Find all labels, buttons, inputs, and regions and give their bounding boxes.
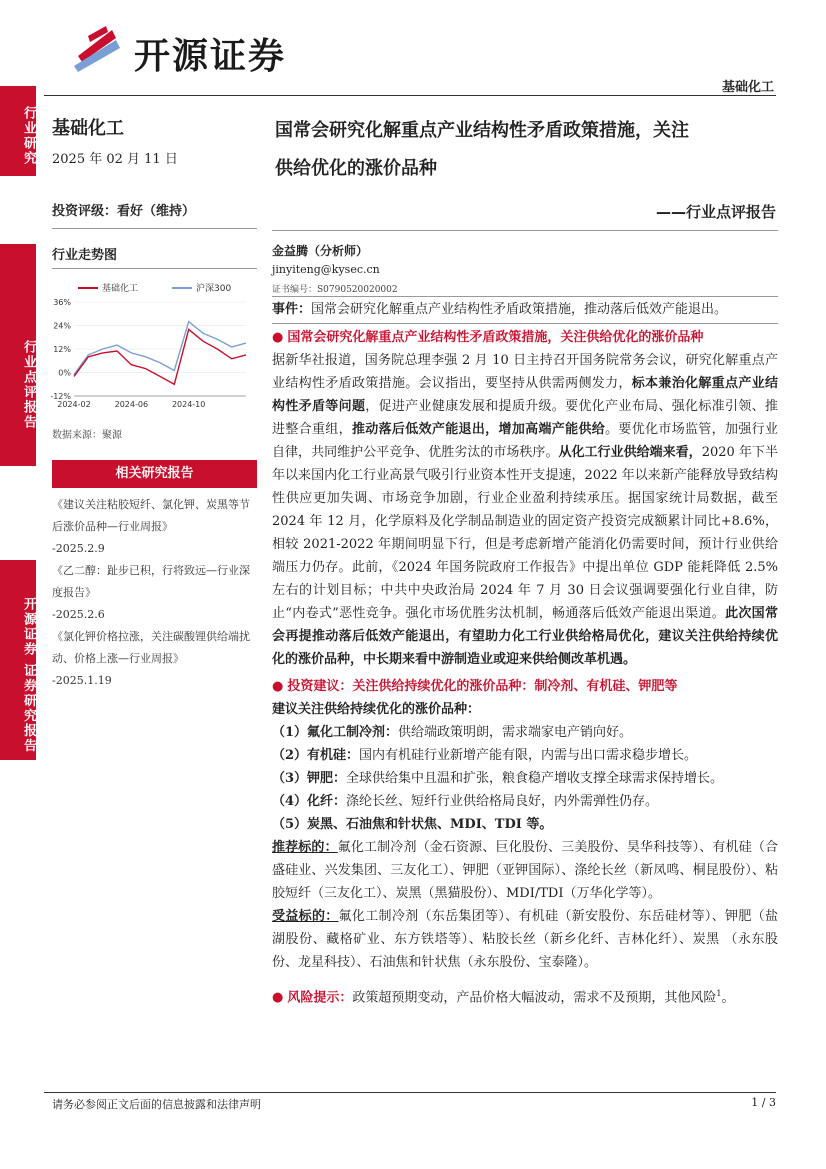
- rule-main-3: [272, 323, 778, 324]
- list-item: [272, 721, 778, 744]
- analyst-email[interactable]: jinyiteng@kysec.cn: [272, 263, 380, 276]
- trend-chart: [48, 276, 258, 416]
- main-body: [272, 298, 778, 1009]
- related-item-date: -2025.2.6: [52, 608, 105, 621]
- related-item[interactable]: [52, 626, 257, 670]
- logo: [72, 24, 322, 76]
- chart-x-ticks: [57, 400, 205, 409]
- y-tick-label: 0%: [58, 368, 71, 378]
- section2-heading: [272, 675, 778, 698]
- report-title-line-1: 国常会研究化解重点产业结构性矛盾政策措施，关注: [275, 120, 689, 141]
- related-item-title[interactable]: 《乙二醇：趾步已积，行将致远—行业深度报告》: [52, 564, 250, 599]
- risk-label: 风险提示：: [287, 990, 353, 1006]
- side-tab-report-type: 行业点评报告: [0, 244, 36, 466]
- y-tick-label: 24%: [53, 321, 71, 331]
- x-tick-label: 2024-02: [57, 400, 91, 409]
- legend-label-b: 沪深300: [196, 284, 232, 294]
- analyst-name: 金益腾（分析师）: [272, 244, 369, 258]
- legend-label-a: 基础化工: [102, 284, 139, 294]
- s1-bold-1: 标本兼治化解重点产业结构性矛盾等问题: [272, 376, 778, 414]
- rule-left-2: [52, 268, 257, 269]
- rule-main-1: [272, 230, 778, 231]
- rule-main-2: [272, 296, 778, 297]
- related-item-date: -2025.1.19: [52, 674, 112, 687]
- y-tick-label: 12%: [53, 345, 71, 354]
- beneficiary-text: 氟化工制冷剂（东岳集团等）、有机硅（新安股份、东岳硅材等）、钾肥（盐湖股份、藏格矿业、东方铁塔等）、粘胶长丝（新乡化纤、吉林化纤）、炭黑 （永东股份、龙星科技）、石油焦和针状焦（永东股份、宝泰隆）。: [272, 909, 778, 970]
- section1-paragraph: [272, 349, 778, 671]
- item-label: （1）氟化工制冷剂：: [272, 725, 399, 740]
- section2-subheading: 建议关注供给持续优化的涨价品种：: [272, 702, 481, 717]
- risk-paragraph: [272, 982, 778, 1009]
- related-list: [52, 494, 257, 692]
- trend-chart-svg: [48, 276, 258, 416]
- chart-lines: [74, 322, 246, 385]
- s1-bold-3: 从化工行业供给端来看，: [558, 445, 702, 460]
- logo-mark-icon: [72, 26, 132, 74]
- footer-disclaimer: 请务必参阅正文后面的信息披露和法律声明: [52, 1098, 261, 1111]
- x-tick-label: 2024-06: [114, 400, 149, 409]
- list-item: [272, 744, 778, 767]
- investment-rating: 投资评级：看好（维持）: [52, 204, 196, 219]
- report-date: 2025 年 02 月 11 日: [52, 152, 178, 167]
- analyst-cert: 证书编号：S0790520020002: [272, 285, 398, 295]
- item-label: （4）化纤：: [272, 794, 347, 809]
- header-rule: [44, 95, 776, 96]
- rule-left-1: [52, 228, 257, 229]
- recommended-label: 推荐标的：: [272, 840, 338, 855]
- recommended-text: 氟化工制冷剂（金石资源、巨化股份、三美股份、昊华科技等）、有机硅（合盛硅业、兴发集团、三友化工）、钾肥（亚钾国际）、涤纶长丝（新凤鸣、桐昆股份）、粘胶短纤（三友化工）、炭黑（黑猫股份）、MDI/TDI（万华化学等）。: [272, 840, 778, 901]
- item-text: 全球供给集中且温和扩张，粮食稳产增收支撑全球需求保持增长。: [346, 771, 724, 786]
- item-label: （5）炭黑、石油焦和针状焦、MDI、TDI 等。: [272, 817, 553, 832]
- event-text: 国常会研究化解重点产业结构性矛盾政策措施，推动落后低效产能退出。: [311, 302, 728, 317]
- event-paragraph: [272, 298, 778, 321]
- report-title-line-2: 供给优化的涨价品种: [275, 158, 437, 179]
- list-item: [272, 790, 778, 813]
- s1-text-4: 2020 年下半年以来国内化工行业高景气吸引行业资本性开支提速，2022 年以来新产能释放导致结构性供应更加失调、市场竞争加剧，行业企业盈利持续承压。据国家统计局数据，截至 2024 年 12 月，化学原料及化学制品制造业的固定资产投资完成额累计同比+8.6%，相较 2021-2022 年期间明显下行，但是考虑新增产能消化仍需要时间，预计行业供给端压力仍存。此前，《2024 年国务院政府工作报告》中提出单位 GDP 能耗降低 2.5%左右的计划目标；中共中央政治局 2024 年 7 月 30 日会议强调要强化行业自律，防止“内卷式”恶性竞争。强化市场优胜劣汰机制，畅通落后低效产能退出渠道。: [272, 445, 778, 621]
- risk-text: 政策超预期变动，产品价格大幅波动，需求不及预期，其他风险: [352, 990, 717, 1006]
- series-line-industry: [74, 329, 246, 384]
- related-item-date: -2025.2.9: [52, 542, 105, 555]
- report-title: [275, 112, 780, 188]
- x-tick-label: 2024-10: [171, 400, 206, 409]
- s1-text-2: ，促进产业健康发展和提质升级。要优化产业布局、强化标准引领、推进整合重组，: [272, 399, 778, 437]
- event-label: 事件：: [272, 302, 312, 317]
- list-item: [272, 813, 778, 836]
- bullet-icon: ●: [272, 679, 284, 694]
- y-tick-label: 36%: [53, 298, 71, 307]
- s1-bold-4: 此次国常会再提推动落后低效产能退出，有望助力化工行业供给格局优化，建议关注供给持续优化的涨价品种，中长期来看中游制造业或迎来供给侧改革机遇。: [272, 606, 778, 667]
- chart-y-ticks: [50, 298, 71, 401]
- report-type: ——行业点评报告: [655, 203, 776, 221]
- s1-text-3: 。要优化市场监管，加强行业自律，共同维护公平竞争、优胜劣汰的市场秩序。: [272, 422, 778, 460]
- chart-legend: [78, 282, 231, 294]
- related-item[interactable]: [52, 494, 257, 538]
- beneficiary-label: 受益标的：: [272, 909, 339, 924]
- industry-name: 基础化工: [52, 118, 124, 139]
- risk-footnote-ref[interactable]: 1: [716, 989, 722, 998]
- item-text: 供给端政策明朗，需求端家电产销向好。: [398, 725, 633, 740]
- trend-title: 行业走势图: [52, 248, 118, 263]
- bullet-icon: ●: [272, 330, 284, 345]
- logo-name: 开源证券: [134, 36, 287, 77]
- item-text: 国内有机硅行业新增产能有限，内需与出口需求稳步增长。: [359, 748, 698, 763]
- s1-text-1: 据新华社报道，国务院总理李强 2 月 10 日主持召开国务院常务会议，研究化解重点产业结构性矛盾政策措施。会议指出，要坚持从供需两侧发力，: [272, 353, 778, 391]
- risk-end: 。: [721, 990, 735, 1006]
- item-label: （2）有机硅：: [272, 748, 360, 763]
- footer-rule: [44, 1092, 776, 1093]
- related-item[interactable]: [52, 560, 257, 604]
- bullet-icon: ●: [272, 990, 284, 1006]
- item-text: 涤纶长丝、短纤行业供给格局良好，内外需弹性仍存。: [346, 794, 659, 809]
- side-tab-brand: 开源证券 证券研究报告: [0, 560, 36, 760]
- item-label: （3）钾肥：: [272, 771, 347, 786]
- s1-bold-2: 推动落后低效产能退出，增加高端产能供给: [351, 422, 606, 437]
- beneficiary-paragraph: [272, 905, 778, 974]
- related-item-title[interactable]: 《建议关注粘胶短纤、氯化钾、炭黑等节后涨价品种—行业周报》: [52, 498, 250, 533]
- y-tick-label: -12%: [50, 392, 71, 401]
- related-item-title[interactable]: 《氯化钾价格拉涨，关注碳酸锂供给端扰动、价格上涨—行业周报》: [52, 630, 250, 665]
- chart-data-source: 数据来源：聚源: [52, 430, 122, 441]
- page-number: 1 / 3: [751, 1096, 776, 1109]
- related-title: 相关研究报告: [52, 460, 257, 488]
- top-right-tag: 基础化工: [721, 80, 774, 95]
- recommended-paragraph: [272, 836, 778, 905]
- section2-heading-text: 投资建议：关注供给持续优化的涨价品种：制冷剂、有机硅、钾肥等: [287, 679, 678, 694]
- section1-heading: [272, 326, 778, 349]
- series-line-index: [74, 322, 246, 375]
- list-item: [272, 767, 778, 790]
- section1-heading-text: 国常会研究化解重点产业结构性矛盾政策措施，关注供给优化的涨价品种: [287, 330, 704, 345]
- chart-grid: [74, 302, 246, 396]
- side-tab-research: 行业研究: [0, 86, 36, 176]
